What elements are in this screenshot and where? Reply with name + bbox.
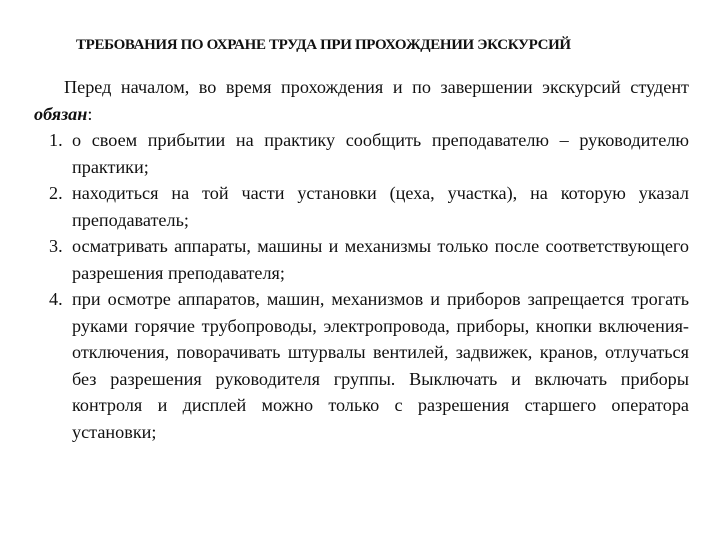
intro-emphasis: обязан bbox=[34, 103, 88, 124]
list-item-number: 1. bbox=[49, 130, 63, 150]
list-item bbox=[34, 180, 689, 233]
list-item-text: находиться на той части установки (цеха, участка), на которую указал преподаватель; bbox=[72, 183, 689, 230]
list-item-text: о своем прибытии на практику сообщить преподавателю – руководителю практики; bbox=[72, 130, 689, 177]
list-item-text: осматривать аппараты, машины и механизмы только после соответствующего разрешения преподавателя; bbox=[72, 236, 689, 283]
list-item bbox=[34, 233, 689, 286]
list-item bbox=[34, 127, 689, 180]
list-item-number: 3. bbox=[49, 236, 63, 256]
list-item-text: при осмотре аппаратов, машин, механизмов и приборов запрещается трогать руками горячие трубопроводы, электропровода, приборы, кнопки включения-отключения, поворачивать штурвалы вентилей, задвижек, кранов, отлучаться без разрешения руководителя группы. Выключать и включать приборы контроля и дисплей можно только с разрешения старшего оператора установки; bbox=[72, 289, 689, 442]
list-item bbox=[34, 286, 689, 445]
document-body bbox=[34, 74, 689, 445]
intro-text: Перед началом, во время прохождения и по завершении экскурсий студент bbox=[64, 77, 689, 97]
intro-paragraph bbox=[34, 74, 689, 127]
list-item-number: 4. bbox=[49, 289, 63, 309]
page-title: ТРЕБОВАНИЯ ПО ОХРАНЕ ТРУДА ПРИ ПРОХОЖДЕНИИ ЭКСКУРСИЙ bbox=[76, 37, 571, 53]
intro-suffix: : bbox=[87, 103, 93, 124]
list-item-number: 2. bbox=[49, 183, 63, 203]
requirements-list bbox=[34, 127, 689, 445]
